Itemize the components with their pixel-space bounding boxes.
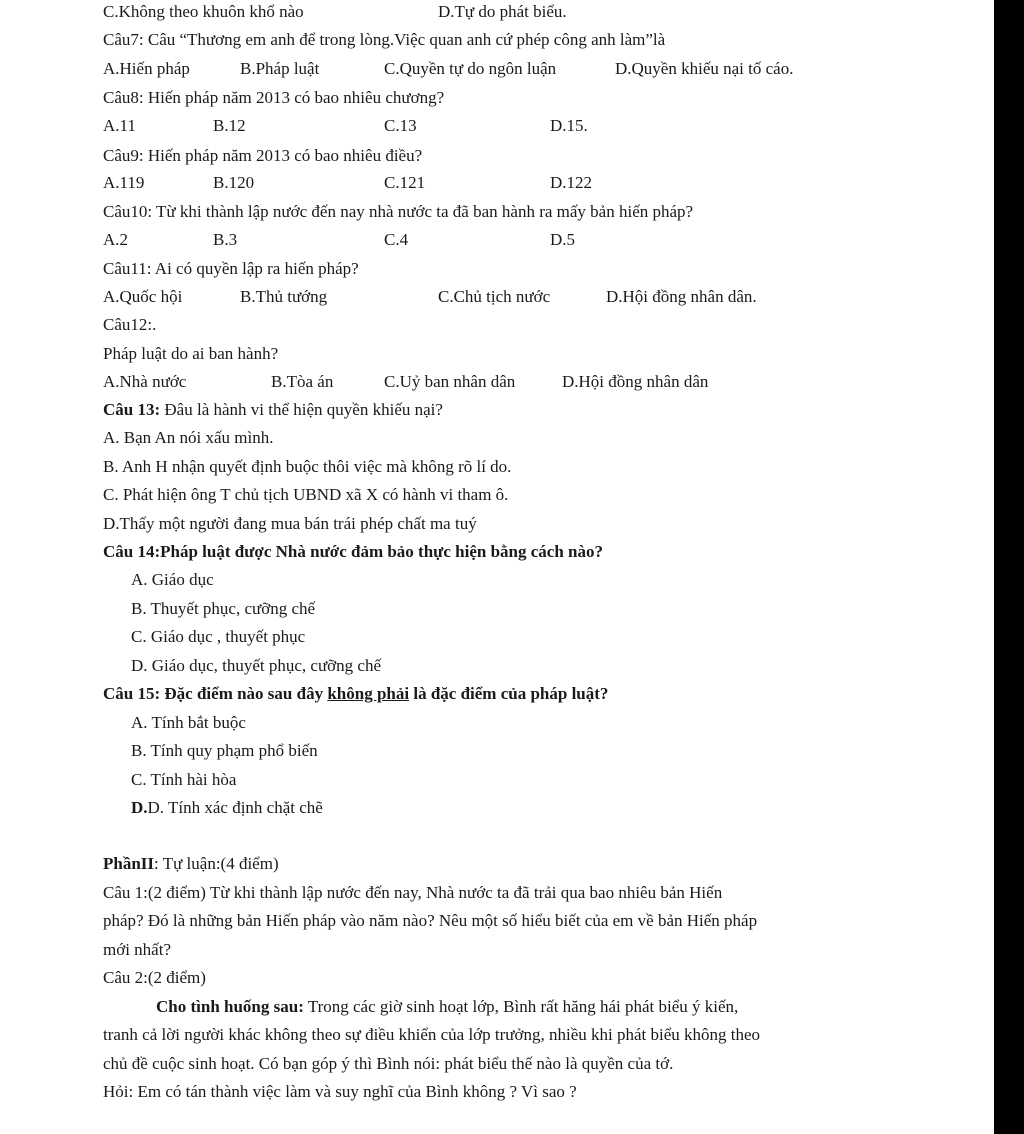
- q11-option-a: A.Quốc hội: [103, 287, 183, 306]
- q14-option-b: B. Thuyết phục, cưỡng chế: [131, 599, 316, 618]
- question-15-underlined: không phải: [327, 684, 410, 703]
- question-7: Câu7: Câu “Thương em anh để trong lòng.Việc quan anh cứ phép công anh làm”là: [103, 30, 666, 49]
- essay-q2-line-1-text: Trong các giờ sinh hoạt lớp, Bình rất hăng hái phát biểu ý kiến,: [303, 997, 739, 1016]
- essay-q1-line-1: Câu 1:(2 điểm) Từ khi thành lập nước đến nay, Nhà nước ta đã trải qua bao nhiêu bản Hiến: [103, 883, 723, 902]
- q8-option-c: C.13: [384, 116, 417, 135]
- q10-option-c: C.4: [384, 230, 409, 249]
- essay-q2-line-1: [156, 996, 738, 1018]
- question-14: [103, 541, 603, 563]
- q15-option-b: B. Tính quy phạm phổ biến: [131, 741, 318, 760]
- essay-q2-line-3: chủ đề cuộc sinh hoạt. Có bạn góp ý thì Bình nói: phát biểu thế nào là quyền của tớ.: [103, 1054, 674, 1073]
- q14-option-a: A. Giáo dục: [131, 570, 214, 589]
- right-border-bar: [994, 0, 1024, 1134]
- q8-option-a: A.11: [103, 116, 136, 135]
- question-8: Câu8: Hiến pháp năm 2013 có bao nhiêu chương?: [103, 88, 445, 107]
- question-12: Pháp luật do ai ban hành?: [103, 344, 279, 363]
- q7-option-c: C.Quyền tự do ngôn luận: [384, 59, 557, 78]
- q15-option-c: C. Tính hài hòa: [131, 770, 237, 789]
- question-15-pre: Câu 15: Đặc điểm nào sau đây: [103, 684, 328, 703]
- question-15-post: là đặc điểm của pháp luật?: [409, 684, 609, 703]
- q12-option-b: B.Tòa án: [271, 372, 334, 391]
- q15-option-d-letter: D.: [131, 798, 148, 817]
- q11-option-c: C.Chủ tịch nước: [438, 287, 551, 306]
- q7-option-d: D.Quyền khiếu nại tố cáo.: [615, 59, 794, 78]
- q12-option-c: C.Uỷ ban nhân dân: [384, 372, 516, 391]
- part-2-heading: [103, 853, 279, 875]
- essay-q1-line-3: mới nhất?: [103, 940, 171, 959]
- essay-q2-line-2: tranh cả lời người khác không theo sự điều khiển của lớp trưởng, nhiều khi phát biểu không theo: [103, 1025, 761, 1044]
- q9-option-d: D.122: [550, 173, 593, 192]
- question-13-label: Câu 13:: [103, 400, 161, 419]
- essay-q2-line-4: Hỏi: Em có tán thành việc làm và suy nghĩ của Bình không ? Vì sao ?: [103, 1082, 577, 1101]
- essay-q2-title: Câu 2:(2 điểm): [103, 968, 206, 987]
- q13-option-b: B. Anh H nhận quyết định buộc thôi việc mà không rõ lí do.: [103, 457, 512, 476]
- q8-option-b: B.12: [213, 116, 246, 135]
- part-2-heading-bold: PhầnII: [103, 854, 155, 873]
- q7-option-a: A.Hiến pháp: [103, 59, 190, 78]
- question-15: [103, 683, 608, 705]
- q8-option-d: D.15.: [550, 116, 588, 135]
- question-13-text: Đâu là hành vi thể hiện quyền khiếu nại?: [160, 400, 443, 419]
- q12-option-a: A.Nhà nước: [103, 372, 187, 391]
- question-9: Câu9: Hiến pháp năm 2013 có bao nhiêu điều?: [103, 146, 423, 165]
- q9-option-b: B.120: [213, 173, 255, 192]
- q15-option-d-text: D. Tính xác định chặt chẽ: [147, 798, 323, 817]
- question-13: [103, 399, 443, 421]
- part-2-heading-rest: : Tự luận:(4 điểm): [154, 854, 279, 873]
- q12-option-d: D.Hội đồng nhân dân: [562, 372, 709, 391]
- essay-q1-line-2: pháp? Đó là những bản Hiến pháp vào năm nào? Nêu một số hiểu biết của em về bản Hiến pháp: [103, 911, 758, 930]
- option-c-prev: C.Không theo khuôn khổ nào: [103, 2, 304, 21]
- question-14-text: Câu 14:Pháp luật được Nhà nước đảm bảo thực hiện bằng cách nào?: [103, 542, 604, 561]
- question-11: Câu11: Ai có quyền lập ra hiến pháp?: [103, 259, 359, 278]
- q15-option-a: A. Tính bắt buộc: [131, 713, 246, 732]
- q9-option-c: C.121: [384, 173, 426, 192]
- q11-option-b: B.Thủ tướng: [240, 287, 328, 306]
- q14-option-c: C. Giáo dục , thuyết phục: [131, 627, 306, 646]
- q7-option-b: B.Pháp luật: [240, 59, 320, 78]
- q15-option-d: [131, 797, 323, 819]
- question-12-label: Câu12:.: [103, 315, 157, 334]
- q13-option-d: D.Thấy một người đang mua bán trái phép chất ma tuý: [103, 514, 477, 533]
- question-10: Câu10: Từ khi thành lập nước đến nay nhà nước ta đã ban hành ra mấy bản hiến pháp?: [103, 202, 694, 221]
- q10-option-b: B.3: [213, 230, 238, 249]
- q11-option-d: D.Hội đồng nhân dân.: [606, 287, 757, 306]
- q13-option-a: A. Bạn An nói xấu mình.: [103, 428, 274, 447]
- q13-option-c: C. Phát hiện ông T chủ tịch UBND xã X có hành vi tham ô.: [103, 485, 509, 504]
- q10-option-a: A.2: [103, 230, 129, 249]
- essay-q2-bold: Cho tình huống sau:: [156, 997, 304, 1016]
- option-d-prev: D.Tự do phát biểu.: [438, 2, 567, 21]
- q14-option-d: D. Giáo dục, thuyết phục, cưỡng chế: [131, 656, 381, 675]
- q10-option-d: D.5: [550, 230, 576, 249]
- q9-option-a: A.119: [103, 173, 145, 192]
